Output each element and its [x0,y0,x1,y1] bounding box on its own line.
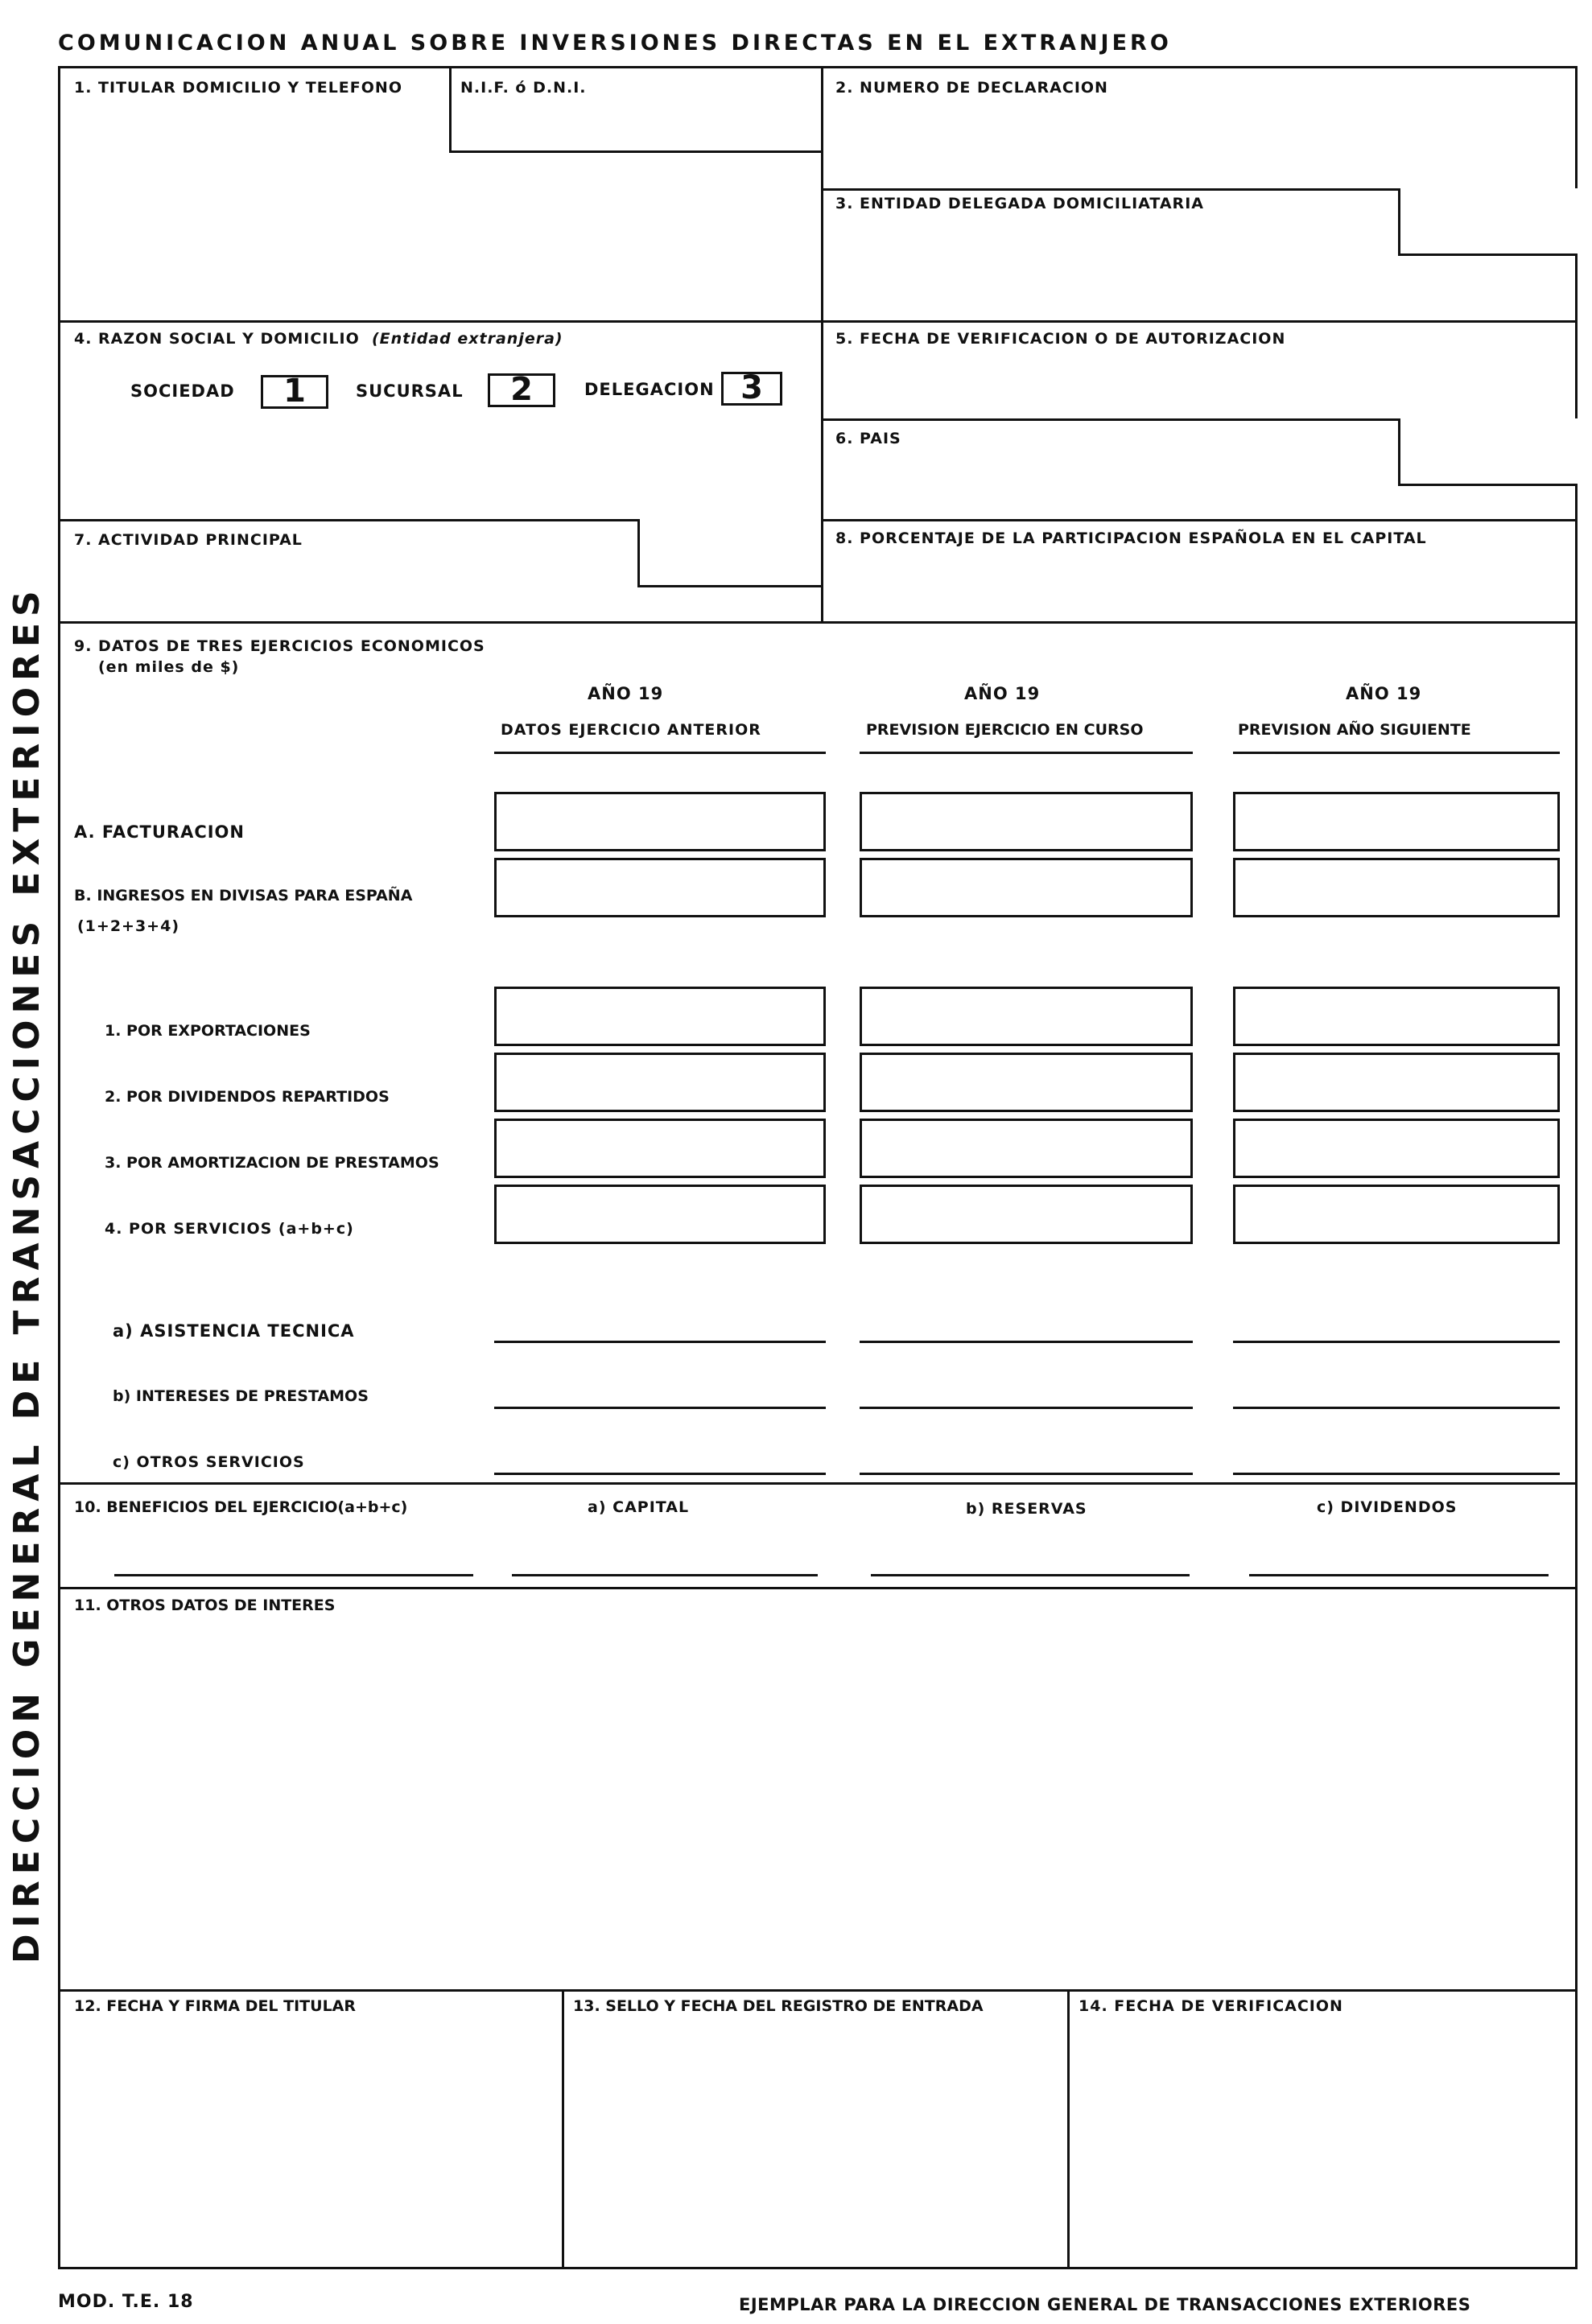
cell-2-col2[interactable] [860,1053,1193,1112]
row-1-label: 1. POR EXPORTACIONES [105,1022,311,1040]
field-5-label: 5. FECHA DE VERIFICACION O DE AUTORIZACION [835,330,1286,348]
field-1-label: 1. TITULAR DOMICILIO Y TELEFONO [74,79,402,97]
cell-3-col1[interactable] [494,1119,826,1178]
cell-a-col3[interactable] [1233,792,1560,851]
row-sb-label: b) INTERESES DE PRESTAMOS [113,1387,369,1405]
row-b-formula: (1+2+3+4) [77,917,180,935]
section-9-subtitle: (en miles de $) [98,658,240,676]
line-sb-col1[interactable] [494,1407,826,1409]
field-14-label: 14. FECHA DE VERIFICACION [1079,1997,1343,2015]
row-sa-label: a) ASISTENCIA TECNICA [113,1321,355,1341]
line-sc-col3[interactable] [1233,1473,1560,1475]
model-code: MOD. T.E. 18 [58,2292,194,2312]
line-sc-col2[interactable] [860,1473,1193,1475]
line-10-b[interactable] [871,1574,1190,1576]
col1-year: AÑO 19 [588,684,664,703]
section-10-a: a) CAPITAL [588,1498,690,1516]
otros-datos-area[interactable] [64,1622,1569,1984]
col1-label: DATOS EJERCICIO ANTERIOR [501,721,761,739]
field-7-label: 7. ACTIVIDAD PRINCIPAL [74,531,303,549]
line-sc-col1[interactable] [494,1473,826,1475]
cell-1-col2[interactable] [860,987,1193,1046]
cell-1-col1[interactable] [494,987,826,1046]
row-3-label: 3. POR AMORTIZACION DE PRESTAMOS [105,1154,439,1172]
line-10-total[interactable] [114,1574,473,1576]
field-3-label: 3. ENTIDAD DELEGADA DOMICILIATARIA [835,195,1204,212]
col3-year: AÑO 19 [1346,684,1422,703]
cell-3-col3[interactable] [1233,1119,1560,1178]
cell-1-col3[interactable] [1233,987,1560,1046]
row-sc-label: c) OTROS SERVICIOS [113,1453,305,1471]
section-10-b: b) RESERVAS [966,1500,1087,1518]
side-text: DIRECCION GENERAL DE TRANSACCIONES EXTERIORES [6,584,47,1963]
sociedad-label: SOCIEDAD [130,381,235,401]
row-a-label: A. FACTURACION [74,822,245,842]
cell-a-col2[interactable] [860,792,1193,851]
field-12-label: 12. FECHA Y FIRMA DEL TITULAR [74,1997,357,2015]
field-6-label: 6. PAIS [835,430,901,447]
cell-b-col3[interactable] [1233,858,1560,917]
sucursal-label: SUCURSAL [356,381,464,401]
section-10-title: 10. BENEFICIOS DEL EJERCICIO(a+b+c) [74,1498,408,1516]
field-4-label: 4. RAZON SOCIAL Y DOMICILIO (Entidad extranjera) [74,330,563,348]
nif-label: N.I.F. ó D.N.I. [460,79,587,97]
actividad-code-box[interactable] [637,519,823,587]
cell-2-col1[interactable] [494,1053,826,1112]
cell-2-col3[interactable] [1233,1053,1560,1112]
row-b-label: B. INGRESOS EN DIVISAS PARA ESPAÑA [74,887,413,904]
section-9-title: 9. DATOS DE TRES EJERCICIOS ECONOMICOS [74,637,485,655]
row-4-label: 4. POR SERVICIOS (a+b+c) [105,1220,354,1238]
col3-label: PREVISION AÑO SIGUIENTE [1238,721,1471,739]
field-13-label: 13. SELLO Y FECHA DEL REGISTRO DE ENTRADA [573,1997,984,2015]
form-title: COMUNICACION ANUAL SOBRE INVERSIONES DIRECTAS EN EL EXTRANJERO [58,31,1172,56]
row-2-label: 2. POR DIVIDENDOS REPARTIDOS [105,1088,390,1106]
cell-a-col1[interactable] [494,792,826,851]
sociedad-option[interactable]: 1 [261,375,328,409]
col2-label: PREVISION EJERCICIO EN CURSO [866,721,1144,739]
section-11-title: 11. OTROS DATOS DE INTERES [74,1597,336,1614]
field-8-label: 8. PORCENTAJE DE LA PARTICIPACION ESPAÑOLA EN EL CAPITAL [835,529,1427,547]
entidad-code-box[interactable] [1398,188,1578,256]
line-sa-col3[interactable] [1233,1341,1560,1343]
delegacion-option[interactable]: 3 [721,372,782,406]
line-10-c[interactable] [1249,1574,1549,1576]
cell-4-col2[interactable] [860,1185,1193,1244]
cell-b-col2[interactable] [860,858,1193,917]
sucursal-option[interactable]: 2 [488,373,555,407]
line-sa-col2[interactable] [860,1341,1193,1343]
field-2-label: 2. NUMERO DE DECLARACION [835,79,1108,97]
cell-3-col2[interactable] [860,1119,1193,1178]
line-sb-col2[interactable] [860,1407,1193,1409]
col2-year: AÑO 19 [964,684,1041,703]
footer-note: EJEMPLAR PARA LA DIRECCION GENERAL DE TRANSACCIONES EXTERIORES [739,2295,1471,2314]
delegacion-label: DELEGACION [584,380,715,399]
cell-4-col1[interactable] [494,1185,826,1244]
line-sb-col3[interactable] [1233,1407,1560,1409]
section-10-c: c) DIVIDENDOS [1317,1498,1458,1516]
cell-4-col3[interactable] [1233,1185,1560,1244]
pais-code-box[interactable] [1398,418,1578,486]
cell-b-col1[interactable] [494,858,826,917]
line-sa-col1[interactable] [494,1341,826,1343]
line-10-a[interactable] [512,1574,818,1576]
